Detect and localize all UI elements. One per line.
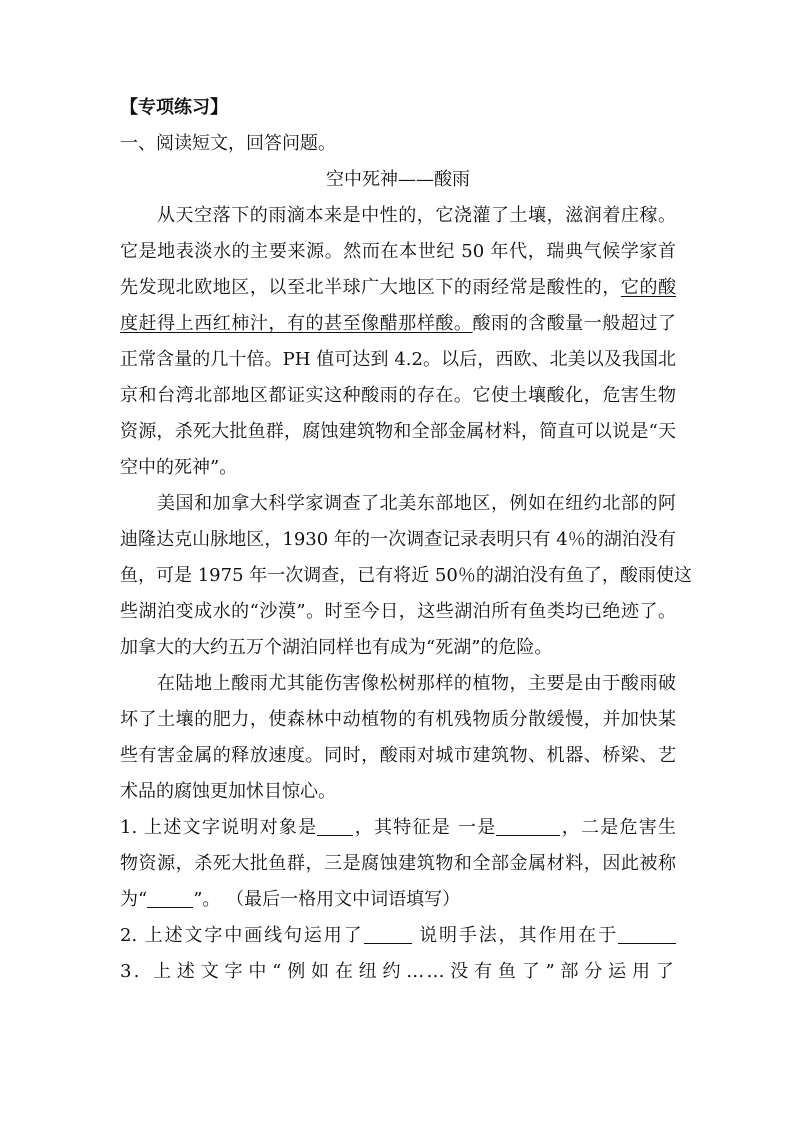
- question-text: 2. 上述文字中画线句运用了: [120, 925, 364, 946]
- text-line: 空中的死神”。: [120, 457, 238, 478]
- text-segment: 酸雨的含酸量一般超过了: [472, 313, 677, 334]
- text-line: 正常含量的几十倍。PH 值可达到 4.2。以后，西欧、北美以及我国北: [120, 349, 676, 370]
- question-line: [120, 810, 676, 846]
- question-text: ，其特征是 一是: [353, 817, 497, 838]
- question-text: ，二是危害生: [560, 817, 676, 838]
- text-line: [120, 306, 676, 342]
- question-line: 物资源，杀死大批鱼群，三是腐蚀建筑物和全部金属材料，因此被称: [120, 853, 676, 874]
- question-2: [120, 918, 676, 954]
- worksheet-page: [120, 90, 692, 990]
- text-line: 术品的腐蚀更加怵目惊心。: [120, 781, 336, 802]
- answer-blank[interactable]: [147, 887, 193, 908]
- article-title: 空中死神——酸雨: [326, 169, 470, 190]
- instruction: 一、阅读短文，回答问题。: [120, 133, 336, 154]
- answer-blank[interactable]: [364, 923, 412, 944]
- answer-blank[interactable]: [496, 815, 560, 836]
- text-line: [120, 270, 676, 306]
- text-line: 在陆地上酸雨尤其能伤害像松树那样的植物，主要是由于酸雨破: [157, 673, 676, 694]
- question-3: [120, 954, 676, 990]
- question-1: [120, 810, 676, 918]
- question-line: [120, 882, 676, 918]
- text-line: 些有害金属的释放速度。同时，酸雨对城市建筑物、机器、桥梁、艺: [120, 745, 676, 766]
- question-text: 说明手法，其作用在于: [411, 925, 618, 946]
- question-text: 为“: [120, 889, 148, 910]
- text-line: 加拿大的大约五万个湖泊同样也有成为“死湖”的危险。: [120, 637, 553, 658]
- answer-blank[interactable]: [317, 815, 353, 836]
- text-line: 从天空落下的雨滴本来是中性的，它浇灌了土壤，滋润着庄稼。: [157, 205, 676, 226]
- text-line: 迪隆达克山脉地区，1930 年的一次调查记录表明只有 4％的湖泊没有: [120, 529, 676, 550]
- section-title: 【专项练习】: [120, 97, 228, 118]
- text-segment: 先发现北欧地区，以至北半球广大地区下的雨经常是酸性的，: [120, 277, 621, 298]
- text-line: 美国和加拿大科学家调查了北美东部地区，例如在纽约北部的阿: [157, 493, 676, 514]
- question-line: [120, 918, 676, 954]
- underlined-sentence: 度赶得上西红柿汁，有的甚至像醋那样酸。: [120, 313, 473, 334]
- text-line: 京和台湾北部地区都证实这种酸雨的存在。它使土壤酸化，危害生物: [120, 385, 676, 406]
- paragraph-2: [120, 486, 692, 666]
- text-line: 坏了土壤的肥力，使森林中动植物的有机残物质分散缓慢，并加快某: [120, 709, 676, 730]
- paragraph-1: [120, 198, 676, 486]
- underlined-sentence: 它的酸: [620, 277, 677, 298]
- answer-blank[interactable]: [618, 923, 676, 944]
- text-line: 些湖泊变成水的“沙漠”。时至今日，这些湖泊所有鱼类均已绝迹了。: [120, 601, 676, 622]
- question-text: 1. 上述文字说明对象是: [120, 817, 318, 838]
- text-line: 资源，杀死大批鱼群，腐蚀建筑物和全部金属材料，简直可以说是“天: [120, 421, 676, 442]
- paragraph-3: [120, 666, 676, 810]
- question-line: 3. 上述文字中“例如在纽约……没有鱼了”部分运用了: [120, 961, 676, 982]
- text-line: 它是地表淡水的主要来源。然而在本世纪 50 年代，瑞典气候学家首: [120, 241, 676, 262]
- question-text: ”。 （最后一格用文中词语填写）: [193, 889, 461, 910]
- text-line: 鱼，可是 1975 年一次调查，已有将近 50％的湖泊没有鱼了，酸雨使这: [120, 565, 692, 586]
